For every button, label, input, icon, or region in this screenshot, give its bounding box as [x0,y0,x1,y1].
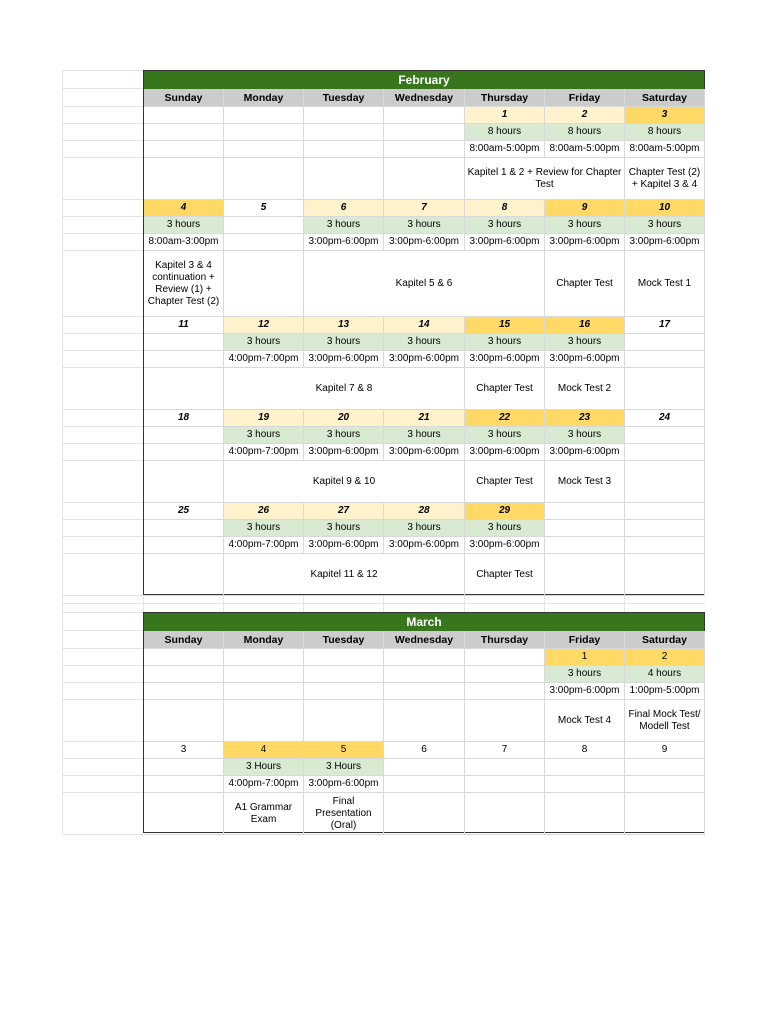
hours-cell[interactable] [545,759,625,776]
time-cell[interactable]: 1:00pm-5:00pm [625,683,705,700]
time-cell[interactable] [625,776,705,793]
topic-cell[interactable]: Mock Test 3 [545,461,625,503]
gridline [62,216,143,217]
calendar-march [143,612,705,833]
date-cell[interactable]: 20 [304,410,384,427]
time-cell[interactable]: 3:00pm-6:00pm [384,351,465,368]
date-cell[interactable] [304,649,384,666]
topic-cell-empty[interactable] [144,793,224,835]
hours-cell[interactable] [224,124,304,141]
hours-cell[interactable]: 3 hours [545,217,625,234]
gridline [383,595,384,612]
date-cell[interactable] [144,107,224,124]
weekday-header-saturday: Saturday [625,631,705,649]
gridline [62,502,143,503]
date-cell[interactable]: 9 [545,200,625,217]
gridline [62,140,143,141]
date-cell[interactable]: 7 [384,200,465,217]
date-cell[interactable]: 16 [545,317,625,334]
gridline [62,333,143,334]
date-cell[interactable]: 22 [465,410,545,427]
time-cell[interactable] [384,683,465,700]
weekday-header-saturday: Saturday [625,89,705,107]
time-cell[interactable] [144,776,224,793]
date-cell[interactable]: 8 [465,200,545,217]
time-cell[interactable]: 3:00pm-6:00pm [465,234,545,251]
weekday-header-wednesday: Wednesday [384,89,465,107]
hours-cell[interactable] [144,124,224,141]
hours-cell[interactable] [625,759,705,776]
date-cell[interactable]: 24 [625,410,705,427]
hours-cell[interactable]: 3 hours [384,334,465,351]
gridline [62,460,143,461]
topic-cell-empty[interactable] [545,793,625,835]
topic-cell[interactable]: Chapter Test [465,554,545,596]
time-cell[interactable]: 3:00pm-6:00pm [384,234,465,251]
gridline [62,595,143,596]
hours-cell[interactable]: 3 hours [465,520,545,537]
time-cell[interactable]: 3:00pm-6:00pm [465,444,545,461]
hours-cell[interactable]: 3 Hours [224,759,304,776]
time-cell[interactable]: 3:00pm-6:00pm [545,351,625,368]
time-cell[interactable] [304,683,384,700]
hours-cell[interactable]: 8 hours [625,124,705,141]
time-cell[interactable] [224,683,304,700]
date-cell[interactable]: 15 [465,317,545,334]
hours-cell[interactable] [625,334,705,351]
date-cell[interactable]: 28 [384,503,465,520]
hours-cell[interactable]: 3 hours [545,427,625,444]
hours-cell[interactable]: 3 hours [224,334,304,351]
topic-cell[interactable]: Chapter Test [465,368,545,410]
date-cell[interactable]: 7 [465,742,545,759]
weekday-header-tuesday: Tuesday [304,89,384,107]
date-cell[interactable]: 2 [625,649,705,666]
topic-cell-empty[interactable] [224,251,304,317]
time-cell[interactable]: 3:00pm-6:00pm [545,234,625,251]
topic-cell-empty[interactable] [625,554,705,596]
gridline [62,648,143,649]
date-cell[interactable]: 17 [625,317,705,334]
hours-cell[interactable]: 3 hours [224,520,304,537]
hours-cell[interactable] [304,666,384,683]
gridline [62,603,143,604]
weekday-header-monday: Monday [224,89,304,107]
time-cell[interactable] [304,141,384,158]
topic-cell[interactable]: Chapter Test [465,461,545,503]
date-cell[interactable] [224,107,304,124]
topic-cell-empty[interactable] [545,554,625,596]
hours-cell[interactable]: 3 hours [465,334,545,351]
hours-cell[interactable]: 3 hours [144,217,224,234]
topic-cell-empty[interactable] [224,158,304,200]
gridline [62,682,143,683]
topic-cell[interactable]: Kapitel 1 & 2 + Review for Chapter Test [465,158,625,200]
date-cell[interactable]: 6 [384,742,465,759]
time-cell[interactable] [144,537,224,554]
topic-cell[interactable]: Mock Test 2 [545,368,625,410]
topic-cell-empty[interactable] [384,700,465,742]
time-cell[interactable] [144,683,224,700]
date-cell[interactable]: 14 [384,317,465,334]
time-cell[interactable]: 3:00pm-6:00pm [384,537,465,554]
hours-cell[interactable]: 4 hours [625,666,705,683]
time-cell[interactable] [384,776,465,793]
weekday-header-friday: Friday [545,631,625,649]
hours-cell[interactable] [304,124,384,141]
topic-cell[interactable]: A1 Grammar Exam [224,793,304,835]
topic-cell-empty[interactable] [304,700,384,742]
date-cell[interactable]: 4 [144,200,224,217]
hours-cell[interactable] [465,759,545,776]
date-cell[interactable]: 10 [625,200,705,217]
gridline [62,350,143,351]
month-title: March [144,613,704,631]
hours-cell[interactable]: 8 hours [465,124,545,141]
date-cell[interactable] [384,107,465,124]
date-cell[interactable]: 5 [224,200,304,217]
time-cell[interactable] [545,537,625,554]
date-cell[interactable]: 2 [545,107,625,124]
topic-cell[interactable]: Chapter Test [545,251,625,317]
gridline [62,233,143,234]
hours-cell[interactable]: 3 hours [545,666,625,683]
date-cell[interactable]: 8 [545,742,625,759]
date-cell[interactable]: 29 [465,503,545,520]
time-cell[interactable] [224,234,304,251]
hours-cell[interactable]: 3 hours [224,427,304,444]
gridline [62,630,143,631]
time-cell[interactable] [144,351,224,368]
date-cell[interactable]: 1 [545,649,625,666]
topic-cell-empty[interactable] [625,368,705,410]
time-cell[interactable]: 8:00am-5:00pm [545,141,625,158]
hours-cell[interactable] [224,666,304,683]
topic-cell-empty[interactable] [304,158,384,200]
topic-cell-empty[interactable] [384,793,465,835]
time-cell[interactable]: 3:00pm-6:00pm [304,444,384,461]
topic-cell-empty[interactable] [224,700,304,742]
date-cell[interactable] [625,503,705,520]
gridline [62,519,143,520]
date-cell[interactable]: 25 [144,503,224,520]
topic-cell[interactable]: Final Mock Test/ Modell Test [625,700,705,742]
gridline [62,758,143,759]
hours-cell[interactable]: 3 hours [304,217,384,234]
time-cell[interactable]: 3:00pm-6:00pm [545,444,625,461]
gridline [62,426,143,427]
weekday-header-wednesday: Wednesday [384,631,465,649]
date-cell[interactable] [384,649,465,666]
date-cell[interactable] [545,503,625,520]
time-cell[interactable]: 8:00am-5:00pm [625,141,705,158]
topic-cell[interactable]: Kapitel 9 & 10 [224,461,465,503]
hours-cell[interactable] [144,427,224,444]
gridline [62,443,143,444]
topic-cell-empty[interactable] [144,461,224,503]
time-cell[interactable] [465,776,545,793]
date-cell[interactable]: 19 [224,410,304,427]
hours-cell[interactable]: 3 hours [545,334,625,351]
time-cell[interactable]: 3:00pm-6:00pm [304,776,384,793]
time-cell[interactable]: 8:00am-5:00pm [465,141,545,158]
topic-cell[interactable]: Kapitel 5 & 6 [304,251,545,317]
hours-cell[interactable]: 3 hours [304,520,384,537]
hours-cell[interactable] [625,520,705,537]
time-cell[interactable]: 3:00pm-6:00pm [304,351,384,368]
date-cell[interactable] [224,649,304,666]
date-cell[interactable]: 11 [144,317,224,334]
hours-cell[interactable]: 3 hours [384,520,465,537]
gridline [62,157,143,158]
weekday-header-monday: Monday [224,631,304,649]
hours-cell[interactable]: 3 hours [625,217,705,234]
gridline [62,553,143,554]
gridline [62,792,143,793]
topic-cell-empty[interactable] [144,700,224,742]
hours-cell[interactable] [384,759,465,776]
time-cell[interactable] [625,444,705,461]
hours-cell[interactable] [144,759,224,776]
gridline [464,595,465,612]
date-cell[interactable]: 18 [144,410,224,427]
weekday-header-sunday: Sunday [144,89,224,107]
hours-cell[interactable] [144,520,224,537]
hours-cell[interactable] [545,520,625,537]
time-cell[interactable]: 3:00pm-6:00pm [304,234,384,251]
date-cell[interactable]: 6 [304,200,384,217]
calendar-february [143,70,705,595]
gridline [62,70,63,833]
weekday-header-friday: Friday [545,89,625,107]
gridline [62,699,143,700]
gridline [62,88,143,89]
hours-cell[interactable] [465,666,545,683]
gridline [62,665,143,666]
gridline [303,595,304,612]
time-cell[interactable] [625,537,705,554]
time-cell[interactable]: 4:00pm-7:00pm [224,776,304,793]
time-cell[interactable]: 8:00am-3:00pm [144,234,224,251]
topic-cell-empty[interactable] [144,158,224,200]
gridline [62,250,143,251]
topic-cell[interactable]: Final Presentation (Oral) [304,793,384,835]
date-cell[interactable]: 26 [224,503,304,520]
topic-cell-empty[interactable] [625,793,705,835]
date-cell[interactable]: 5 [304,742,384,759]
time-cell[interactable]: 3:00pm-6:00pm [304,537,384,554]
date-cell[interactable] [144,649,224,666]
gridline [624,595,625,612]
topic-cell[interactable]: Mock Test 4 [545,700,625,742]
date-cell[interactable]: 13 [304,317,384,334]
time-cell[interactable]: 4:00pm-7:00pm [224,351,304,368]
time-cell[interactable]: 3:00pm-6:00pm [465,537,545,554]
time-cell[interactable] [545,776,625,793]
hours-cell[interactable]: 3 hours [465,217,545,234]
date-cell[interactable]: 27 [304,503,384,520]
date-cell[interactable]: 4 [224,742,304,759]
time-cell[interactable] [625,351,705,368]
topic-cell[interactable]: Chapter Test (2) + Kapitel 3 & 4 [625,158,705,200]
topic-cell-empty[interactable] [144,368,224,410]
gridline [62,367,143,368]
hours-cell[interactable] [144,334,224,351]
gridline [62,316,143,317]
hours-cell[interactable]: 3 Hours [304,759,384,776]
date-cell[interactable]: 23 [545,410,625,427]
gridline [62,409,143,410]
hours-cell[interactable]: 8 hours [545,124,625,141]
topic-cell[interactable]: Kapitel 3 & 4 continuation + Review (1) + Chapter Test (2) [144,251,224,317]
weekday-header-thursday: Thursday [465,631,545,649]
gridline [62,741,143,742]
gridline [62,123,143,124]
date-cell[interactable]: 9 [625,742,705,759]
date-cell[interactable] [465,649,545,666]
weekday-header-tuesday: Tuesday [304,631,384,649]
gridline [62,106,143,107]
hours-cell[interactable] [625,427,705,444]
hours-cell[interactable]: 3 hours [384,217,465,234]
time-cell[interactable] [384,141,465,158]
gridline [223,595,224,612]
time-cell[interactable]: 3:00pm-6:00pm [545,683,625,700]
hours-cell[interactable] [224,217,304,234]
topic-cell[interactable]: Mock Test 1 [625,251,705,317]
gridline [62,199,143,200]
gridline [62,536,143,537]
time-cell[interactable] [144,141,224,158]
topic-cell-empty[interactable] [144,554,224,596]
time-cell[interactable]: 4:00pm-7:00pm [224,444,304,461]
date-cell[interactable]: 21 [384,410,465,427]
topic-cell[interactable]: Kapitel 11 & 12 [224,554,465,596]
gridline [62,70,143,71]
time-cell[interactable] [224,141,304,158]
time-cell[interactable]: 3:00pm-6:00pm [625,234,705,251]
hours-cell[interactable]: 3 hours [304,334,384,351]
time-cell[interactable] [465,683,545,700]
month-title: February [144,71,704,89]
hours-cell[interactable]: 3 hours [384,427,465,444]
gridline [62,775,143,776]
date-cell[interactable] [304,107,384,124]
date-cell[interactable]: 1 [465,107,545,124]
hours-cell[interactable]: 3 hours [465,427,545,444]
gridline [62,612,143,613]
hours-cell[interactable] [144,666,224,683]
topic-cell-empty[interactable] [465,700,545,742]
weekday-header-thursday: Thursday [465,89,545,107]
weekday-header-sunday: Sunday [144,631,224,649]
time-cell[interactable]: 4:00pm-7:00pm [224,537,304,554]
date-cell[interactable]: 12 [224,317,304,334]
topic-cell-empty[interactable] [465,793,545,835]
hours-cell[interactable] [384,124,465,141]
hours-cell[interactable]: 3 hours [304,427,384,444]
time-cell[interactable]: 3:00pm-6:00pm [465,351,545,368]
time-cell[interactable] [144,444,224,461]
topic-cell[interactable]: Kapitel 7 & 8 [224,368,465,410]
gridline [143,603,705,604]
gridline [62,834,143,835]
hours-cell[interactable] [384,666,465,683]
date-cell[interactable]: 3 [625,107,705,124]
topic-cell-empty[interactable] [384,158,465,200]
date-cell[interactable]: 3 [144,742,224,759]
time-cell[interactable]: 3:00pm-6:00pm [384,444,465,461]
gridline [544,595,545,612]
topic-cell-empty[interactable] [625,461,705,503]
